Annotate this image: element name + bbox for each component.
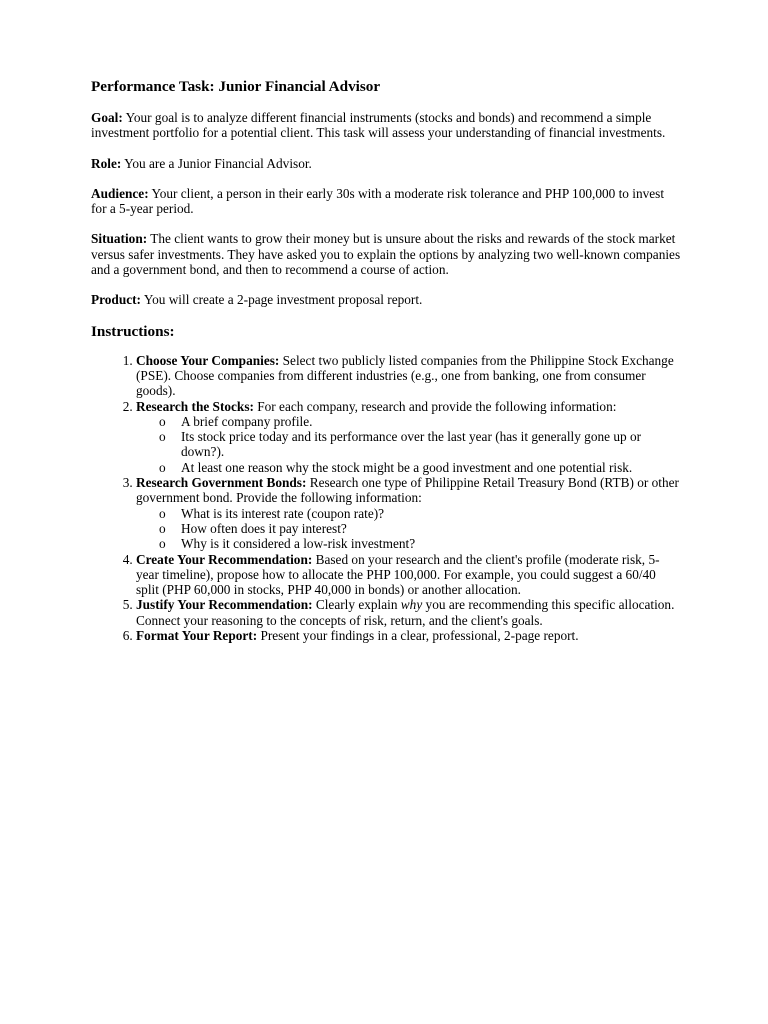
- sub-item-text: At least one reason why the stock might be a good investment and one potential risk.: [181, 459, 633, 475]
- role-text: You are a Junior Financial Advisor.: [121, 155, 312, 171]
- step-text: For each company, research and provide the following information:: [253, 398, 617, 414]
- situation-text: The client wants to grow their money but is unsure about the risks and rewards of the stock market versus safer investments. They have asked you to explain the options by analyzing two well-known companies and a government bond, and then to recommend a course of action.: [91, 231, 681, 278]
- step-item: [136, 597, 681, 628]
- sub-list: [136, 414, 681, 475]
- step-label: Justify Your Recommendation:: [136, 597, 313, 613]
- step-label: Create Your Recommendation:: [136, 551, 313, 567]
- sub-item-text: How often does it pay interest?: [181, 520, 347, 536]
- sub-item: [159, 413, 681, 429]
- sub-item: [159, 536, 681, 552]
- step-label: Research the Stocks:: [136, 398, 254, 414]
- goal-text: Your goal is to analyze different financial instruments (stocks and bonds) and recommend a simple investment portfolio for a potential client. This task will assess your understanding of financial investments.: [91, 110, 666, 141]
- product-paragraph: [91, 292, 681, 307]
- product-text: You will create a 2-page investment proposal report.: [140, 292, 423, 308]
- step-text-after: you are recommending this specific allocation. Connect your reasoning to the concepts of risk, return, and the client's goals.: [136, 597, 675, 628]
- step-item: [136, 552, 681, 598]
- step-label: Research Government Bonds:: [136, 475, 307, 491]
- instructions-heading: Instructions:: [91, 322, 175, 340]
- sub-item: [159, 429, 681, 460]
- sub-item: [159, 505, 681, 521]
- bullet-icon: o: [159, 505, 166, 521]
- sub-item: [159, 459, 681, 475]
- situation-label: Situation:: [91, 231, 148, 247]
- step-text: Based on your research and the client's profile (moderate risk, 5-year timeline), propose how to allocate the PHP 100,000. For example, you could suggest a 60/40 split (PHP 60,000 in stocks, PHP 40,000 in bonds) or another allocation.: [136, 551, 660, 598]
- goal-label: Goal:: [91, 110, 123, 125]
- document-page: [91, 78, 681, 643]
- step-item: [136, 399, 681, 475]
- step-text-before: Clearly explain: [312, 597, 401, 613]
- document-title: Performance Task: Junior Financial Advisor: [91, 78, 381, 95]
- step-item: [136, 475, 681, 551]
- situation-paragraph: [91, 231, 681, 277]
- audience-text: Your client, a person in their early 30s with a moderate risk tolerance and PHP 100,000 to invest for a 5-year period.: [91, 185, 665, 217]
- sub-item-text: Why is it considered a low-risk investment?: [181, 536, 416, 552]
- step-item: [136, 628, 681, 643]
- bullet-icon: o: [159, 413, 166, 429]
- audience-label: Audience:: [91, 185, 149, 201]
- bullet-icon: o: [159, 429, 166, 445]
- sub-item-text: Its stock price today and its performance over the last year (has it generally gone up or down?).: [181, 429, 642, 460]
- step-text-emphasis: why: [400, 597, 423, 613]
- goal-paragraph: [91, 110, 681, 141]
- role-paragraph: [91, 156, 681, 171]
- step-item: [136, 353, 681, 399]
- bullet-icon: o: [159, 459, 166, 475]
- step-label: Choose Your Companies:: [136, 352, 280, 368]
- step-text: Research one type of Philippine Retail Treasury Bond (RTB) or other government bond. Provide the following information:: [136, 475, 679, 506]
- sub-list: [136, 506, 681, 552]
- sub-item-text: What is its interest rate (coupon rate)?: [181, 505, 385, 521]
- product-label: Product:: [91, 292, 141, 308]
- role-label: Role:: [91, 155, 122, 171]
- bullet-icon: o: [159, 520, 166, 536]
- step-text: Present your findings in a clear, professional, 2-page report.: [257, 628, 579, 644]
- audience-paragraph: [91, 186, 681, 217]
- step-text: Select two publicly listed companies from the Philippine Stock Exchange (PSE). Choose companies from different industries (e.g., one from banking, one from consumer goods).: [136, 352, 674, 399]
- instructions-list: [91, 353, 681, 644]
- bullet-icon: o: [159, 536, 166, 552]
- sub-item-text: A brief company profile.: [181, 413, 313, 429]
- step-label: Format Your Report:: [136, 628, 258, 644]
- sub-item: [159, 520, 681, 536]
